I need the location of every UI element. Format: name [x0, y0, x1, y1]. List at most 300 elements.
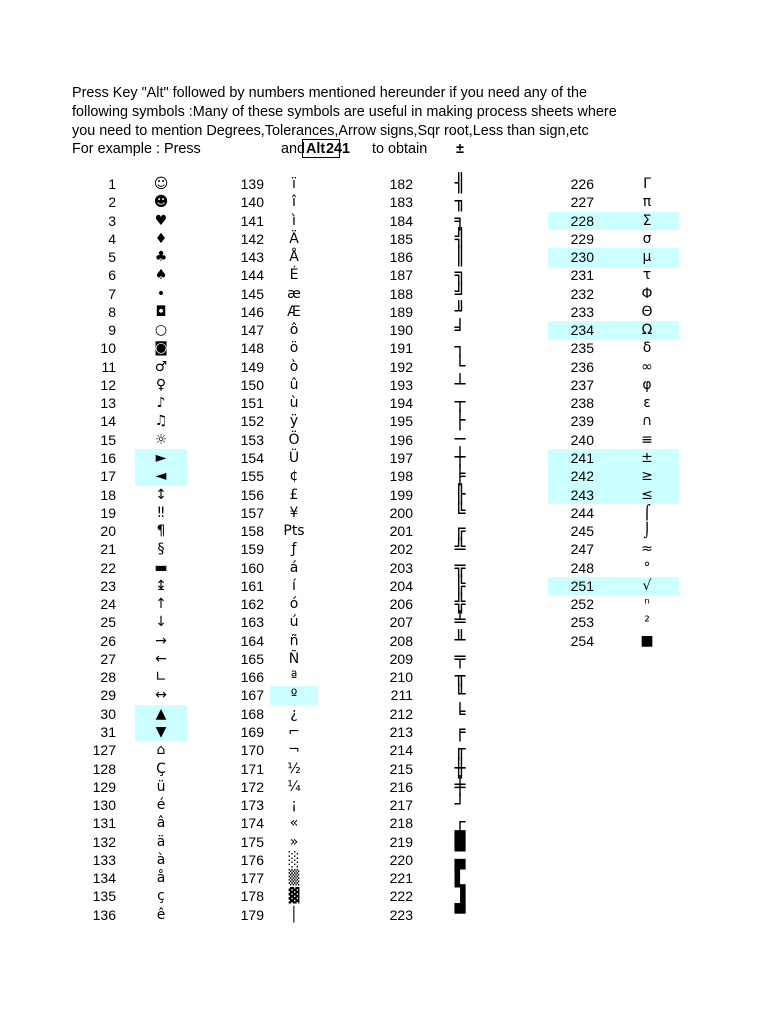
alt-code-number: 163 — [240, 614, 264, 631]
alt-code-symbol: ½ — [287, 760, 301, 777]
alt-code-symbol: ► — [155, 449, 167, 466]
alt-code-symbol: ° — [643, 559, 651, 576]
alt-code-symbol: ♂ — [154, 358, 168, 375]
alt-code-number: 128 — [92, 760, 116, 777]
alt-code-symbol: φ — [642, 376, 652, 393]
alt-code-symbol: ╘ — [454, 702, 466, 724]
alt-code-symbol: ┘ — [454, 794, 466, 816]
alt-code-number: 217 — [389, 797, 413, 814]
alt-code-number: 204 — [389, 577, 413, 594]
alt-code-symbol: « — [289, 815, 299, 832]
alt-code-number: 31 — [100, 723, 116, 740]
alt-code-symbol: ¡ — [291, 797, 297, 814]
alt-code-symbol: ♥ — [154, 212, 168, 229]
alt-code-number: 179 — [240, 906, 264, 923]
alt-code-symbol: Σ — [642, 212, 652, 229]
alt-code-symbol: É — [289, 267, 299, 284]
alt-code-symbol: σ — [642, 230, 652, 247]
alt-code-number: 178 — [240, 888, 264, 905]
alt-code-symbol: Ö — [288, 431, 300, 448]
alt-code-number: 171 — [240, 760, 264, 777]
intro-line: following symbols :Many of these symbols are useful in making process sheets where — [72, 104, 617, 120]
alt-code-symbol: â — [156, 815, 166, 832]
alt-code-symbol: ├ — [454, 410, 466, 432]
alt-code-symbol: ì — [292, 212, 296, 229]
alt-code-symbol: ╪ — [454, 775, 466, 797]
alt-code-symbol: ☻ — [153, 194, 169, 211]
alt-code-number: 237 — [570, 376, 594, 393]
alt-code-symbol: » — [289, 833, 299, 850]
alt-code-symbol: ⌐ — [288, 723, 300, 740]
alt-code-number: 143 — [240, 249, 264, 266]
alt-code-number: 226 — [570, 176, 594, 192]
alt-code-symbol: ♠ — [154, 267, 168, 284]
alt-code-number: 175 — [240, 833, 264, 850]
alt-code-symbol: ⌡ — [643, 523, 651, 540]
alt-code-number: 142 — [240, 230, 264, 247]
alt-code-symbol: ç — [157, 888, 165, 905]
alt-code-number: 174 — [240, 815, 264, 832]
alt-code-symbol: ⌂ — [156, 742, 166, 759]
alt-code-symbol: û — [289, 376, 299, 393]
alt-code-symbol: î — [292, 194, 296, 211]
alt-code-number: 216 — [389, 778, 413, 795]
alt-code-symbol: ≡ — [641, 431, 653, 448]
alt-code-number: 200 — [389, 504, 413, 521]
alt-code-number: 131 — [92, 815, 116, 832]
alt-code-symbol: ò — [289, 358, 299, 375]
alt-code-number: 252 — [570, 596, 594, 613]
alt-code-symbol: é — [156, 797, 166, 814]
alt-code-symbol: ε — [643, 395, 651, 412]
alt-code-symbol: ▄ — [454, 848, 466, 870]
alt-code-number: 155 — [240, 468, 264, 485]
alt-code-symbol: ┴ — [454, 373, 466, 395]
alt-code-symbol: π — [642, 194, 652, 211]
alt-code-symbol: ƒ — [291, 541, 297, 558]
alt-code-symbol: ² — [644, 614, 650, 631]
alt-code-number: 161 — [240, 577, 264, 594]
alt-code-number: 151 — [240, 395, 264, 412]
example-code: 241 — [326, 141, 351, 157]
alt-code-number: 210 — [389, 669, 413, 686]
alt-code-symbol: ╧ — [454, 611, 466, 633]
alt-code-number: 6 — [108, 267, 116, 284]
alt-code-symbol: ¥ — [289, 504, 299, 521]
alt-code-symbol: ╛ — [454, 319, 466, 341]
alt-code-number: 152 — [240, 413, 264, 430]
alt-code-number: 206 — [389, 596, 413, 613]
alt-code-number: 177 — [240, 870, 264, 887]
alt-code-number: 2 — [108, 194, 116, 211]
alt-code-number: 196 — [389, 431, 413, 448]
alt-code-symbol: ↕ — [155, 486, 167, 503]
alt-code-symbol: ± — [641, 449, 653, 466]
example-result: ± — [456, 141, 464, 157]
alt-code-number: 182 — [389, 176, 413, 192]
alt-code-symbol: ╥ — [454, 666, 466, 688]
alt-code-symbol: ⌠ — [643, 504, 651, 521]
alt-code-number: 211 — [390, 687, 413, 704]
alt-code-number: 170 — [240, 742, 264, 759]
alt-code-symbol: Ñ — [288, 650, 300, 667]
alt-code-symbol: └ — [454, 355, 466, 377]
alt-code-number: 198 — [389, 468, 413, 485]
alt-code-number: 18 — [100, 486, 116, 503]
alt-code-symbol: Ω — [641, 322, 653, 339]
alt-code-number: 4 — [108, 230, 116, 247]
alt-code-symbol: ╦ — [454, 556, 466, 578]
alt-code-number: 146 — [240, 303, 264, 320]
alt-code-symbol: √ — [642, 577, 652, 594]
alt-code-number: 194 — [389, 395, 413, 412]
alt-code-symbol: δ — [642, 340, 652, 357]
alt-code-number: 253 — [570, 614, 594, 631]
alt-code-symbol: ¿ — [290, 705, 298, 722]
alt-code-number: 11 — [101, 358, 116, 375]
example-prefix: For example : Press — [72, 141, 201, 157]
alt-code-number: 190 — [389, 322, 413, 339]
alt-code-number: 231 — [570, 267, 594, 284]
alt-code-number: 140 — [240, 194, 264, 211]
alt-code-symbol: ª — [290, 669, 298, 686]
alt-code-number: 20 — [100, 523, 116, 540]
intro-text — [72, 84, 617, 141]
alt-code-symbol: ╓ — [454, 739, 466, 761]
alt-code-symbol: Ä — [289, 230, 299, 247]
alt-code-symbol: Γ — [643, 176, 651, 192]
alt-code-symbol: ┐ — [454, 337, 466, 359]
alt-code-number: 219 — [389, 833, 413, 850]
alt-code-number: 227 — [570, 194, 594, 211]
alt-code-number: 135 — [92, 888, 116, 905]
alt-code-number: 234 — [570, 322, 594, 339]
alt-code-symbol: ≤ — [641, 486, 653, 503]
alt-code-number: 17 — [100, 468, 116, 485]
example-to-obtain: to obtain — [372, 141, 428, 157]
alt-code-number: 30 — [100, 705, 116, 722]
alt-code-symbol: ∟ — [155, 669, 167, 686]
alt-code-symbol: ♫ — [154, 413, 168, 430]
alt-code-symbol: ☺ — [153, 176, 169, 192]
alt-code-number: 13 — [100, 395, 116, 412]
alt-code-symbol: ♪ — [156, 395, 166, 412]
alt-key-box: Alt — [302, 139, 340, 158]
alt-code-number: 12 — [100, 376, 116, 393]
alt-code-number: 28 — [100, 669, 116, 686]
alt-code-number: 14 — [100, 413, 116, 430]
alt-code-symbol: ¢ — [289, 468, 299, 485]
alt-code-symbol: æ — [287, 285, 301, 302]
alt-code-symbol: ┌ — [454, 812, 466, 834]
alt-code-symbol: ♀ — [155, 376, 167, 393]
alt-code-symbol: ╔ — [454, 520, 466, 542]
alt-code-symbol: Ü — [288, 449, 300, 466]
alt-code-number: 29 — [100, 687, 116, 704]
alt-code-symbol: ê — [156, 906, 166, 923]
alt-code-symbol: ◘ — [155, 303, 167, 320]
alt-code-symbol: ╜ — [454, 300, 466, 322]
alt-code-number: 172 — [240, 778, 264, 795]
alt-code-number: 192 — [389, 358, 413, 375]
alt-code-symbol: µ — [642, 249, 652, 266]
alt-code-number: 239 — [570, 413, 594, 430]
alt-code-number: 139 — [240, 176, 264, 192]
alt-code-symbol: ╤ — [454, 647, 466, 669]
alt-code-number: 185 — [389, 230, 413, 247]
alt-code-symbol: ╣ — [454, 227, 466, 249]
alt-code-number: 242 — [570, 468, 594, 485]
alt-code-symbol: £ — [289, 486, 299, 503]
alt-code-symbol: ä — [156, 833, 166, 850]
alt-code-number: 240 — [570, 431, 594, 448]
alt-code-number: 24 — [100, 596, 116, 613]
alt-code-number: 176 — [240, 851, 264, 868]
alt-code-symbol: ▀ — [454, 903, 466, 925]
example-and: and — [281, 141, 306, 157]
alt-code-number: 245 — [570, 523, 594, 540]
alt-code-number: 229 — [570, 230, 594, 247]
alt-code-number: 164 — [240, 632, 264, 649]
alt-code-symbol: ╙ — [454, 684, 466, 706]
alt-code-number: 184 — [389, 212, 413, 229]
alt-code-symbol: ñ — [289, 632, 299, 649]
alt-code-symbol: ↔ — [155, 687, 167, 704]
alt-code-symbol: ≈ — [641, 541, 653, 558]
alt-code-number: 168 — [240, 705, 264, 722]
alt-code-symbol: ♣ — [154, 249, 168, 266]
alt-code-number: 26 — [100, 632, 116, 649]
alt-code-symbol: ö — [289, 340, 299, 357]
alt-code-number: 228 — [570, 212, 594, 229]
alt-code-symbol: ¬ — [288, 742, 300, 759]
alt-code-symbol: │ — [289, 906, 299, 923]
alt-code-symbol: ╞ — [454, 465, 466, 487]
alt-code-number: 150 — [240, 376, 264, 393]
alt-code-symbol: • — [156, 285, 166, 302]
alt-code-number: 197 — [389, 449, 413, 466]
alt-code-number: 201 — [389, 523, 413, 540]
alt-code-symbol: ┬ — [454, 392, 466, 414]
alt-code-symbol: → — [155, 632, 167, 649]
alt-code-number: 7 — [108, 285, 116, 302]
alt-code-symbol: ╖ — [454, 191, 466, 213]
alt-code-number: 3 — [108, 212, 116, 229]
alt-code-symbol: ó — [289, 596, 299, 613]
alt-code-number: 22 — [100, 559, 116, 576]
alt-code-number: 141 — [240, 212, 264, 229]
alt-code-symbol: Å — [289, 249, 299, 266]
alt-code-number: 208 — [389, 632, 413, 649]
alt-code-symbol: Θ — [641, 303, 653, 320]
alt-code-number: 254 — [570, 632, 594, 649]
alt-code-number: 244 — [570, 504, 594, 521]
alt-code-number: 191 — [389, 340, 413, 357]
alt-code-symbol: ← — [155, 650, 167, 667]
alt-code-number: 144 — [240, 267, 264, 284]
alt-code-symbol: ↑ — [155, 596, 167, 613]
alt-code-symbol: ☼ — [154, 431, 168, 448]
alt-code-number: 166 — [240, 669, 264, 686]
alt-code-number: 215 — [389, 760, 413, 777]
alt-code-symbol: ╬ — [454, 593, 466, 615]
alt-code-number: 195 — [389, 413, 413, 430]
intro-line: Press Key "Alt" followed by numbers mentioned hereunder if you need any of the — [72, 85, 587, 101]
alt-code-number: 132 — [92, 833, 116, 850]
alt-code-number: 169 — [240, 723, 264, 740]
alt-code-number: 156 — [240, 486, 264, 503]
alt-code-number: 247 — [570, 541, 594, 558]
alt-code-number: 16 — [100, 449, 116, 466]
alt-code-symbol: ╒ — [454, 720, 466, 742]
alt-code-number: 186 — [389, 249, 413, 266]
alt-code-symbol: ╝ — [454, 282, 466, 304]
alt-code-number: 218 — [389, 815, 413, 832]
alt-code-symbol: ◄ — [155, 468, 167, 485]
alt-code-symbol: ü — [156, 778, 166, 795]
alt-code-symbol: ▬ — [154, 559, 168, 576]
alt-code-number: 9 — [108, 322, 116, 339]
alt-code-number: 189 — [389, 303, 413, 320]
alt-code-symbol: ∩ — [641, 413, 653, 430]
alt-code-symbol: ╫ — [454, 757, 466, 779]
alt-code-number: 207 — [389, 614, 413, 631]
alt-code-number: 159 — [240, 541, 264, 558]
alt-code-number: 232 — [570, 285, 594, 302]
alt-code-number: 165 — [240, 650, 264, 667]
alt-code-symbol: ▲ — [155, 705, 167, 722]
alt-code-symbol: ≥ — [641, 468, 653, 485]
alt-code-symbol: ╨ — [454, 629, 466, 651]
alt-code-symbol: Φ — [641, 285, 653, 302]
alt-code-symbol: ▼ — [155, 723, 167, 740]
alt-code-number: 10 — [100, 340, 116, 357]
alt-code-number: 23 — [100, 577, 116, 594]
alt-code-number: 25 — [100, 614, 116, 631]
alt-code-number: 149 — [240, 358, 264, 375]
alt-code-number: 235 — [570, 340, 594, 357]
alt-code-number: 248 — [570, 559, 594, 576]
alt-code-symbol: ╩ — [454, 538, 466, 560]
alt-code-number: 203 — [389, 559, 413, 576]
alt-code-number: 173 — [240, 797, 264, 814]
alt-code-symbol: ú — [289, 614, 299, 631]
alt-code-symbol: ╚ — [454, 501, 466, 523]
alt-code-number: 183 — [389, 194, 413, 211]
alt-code-number: 19 — [100, 504, 116, 521]
intro-line: you need to mention Degrees,Tolerances,Arrow signs,Sqr root,Less than sign,etc — [72, 123, 589, 139]
alt-code-symbol: ▓ — [288, 888, 300, 905]
alt-code-symbol: ○ — [154, 322, 168, 339]
alt-code-number: 188 — [389, 285, 413, 302]
alt-code-number: 223 — [389, 906, 413, 923]
alt-code-number: 8 — [108, 303, 116, 320]
alt-code-symbol: ¶ — [156, 523, 166, 540]
alt-code-number: 1 — [108, 176, 116, 192]
alt-code-symbol: å — [156, 870, 166, 887]
alt-code-number: 167 — [240, 687, 264, 704]
alt-code-symbol: ô — [289, 322, 299, 339]
alt-code-symbol: ♦ — [154, 230, 168, 247]
alt-code-symbol: § — [157, 541, 165, 558]
alt-code-number: 221 — [389, 870, 413, 887]
alt-code-number: 21 — [100, 541, 116, 558]
alt-code-symbol: ─ — [454, 428, 466, 450]
alt-code-symbol: ◙ — [154, 340, 168, 357]
alt-code-number: 27 — [100, 650, 116, 667]
alt-code-number: 213 — [389, 723, 413, 740]
alt-code-number: 134 — [92, 870, 116, 887]
alt-code-symbol: ▒ — [288, 870, 300, 887]
alt-code-number: 238 — [570, 395, 594, 412]
alt-code-number: 230 — [570, 249, 594, 266]
alt-code-number: 127 — [92, 742, 116, 759]
alt-code-symbol: ■ — [640, 632, 654, 649]
alt-code-symbol: ╠ — [454, 574, 466, 596]
alt-code-symbol: ¼ — [287, 778, 301, 795]
alt-code-number: 236 — [570, 358, 594, 375]
example-line — [72, 139, 572, 161]
alt-code-symbol: á — [289, 559, 299, 576]
alt-code-number: 220 — [389, 851, 413, 868]
alt-code-symbol: █ — [454, 830, 466, 852]
alt-code-number: 202 — [389, 541, 413, 558]
alt-code-number: 212 — [389, 705, 413, 722]
alt-code-symbol: Æ — [287, 303, 301, 320]
alt-code-number: 187 — [389, 267, 413, 284]
alt-code-symbol: Pts — [283, 523, 305, 540]
alt-code-number: 5 — [108, 249, 116, 266]
alt-code-symbol: ⁿ — [644, 596, 650, 613]
alt-code-symbol: ï — [292, 176, 296, 192]
alt-code-symbol: ╕ — [454, 209, 466, 231]
alt-code-number: 154 — [240, 449, 264, 466]
alt-code-symbol: ↓ — [155, 614, 167, 631]
alt-code-number: 136 — [92, 906, 116, 923]
alt-code-number: 222 — [389, 888, 413, 905]
alt-code-symbol: Ç — [156, 760, 166, 777]
alt-code-number: 209 — [389, 650, 413, 667]
alt-code-number: 129 — [92, 778, 116, 795]
alt-code-number: 158 — [240, 523, 264, 540]
alt-code-symbol: à — [156, 851, 166, 868]
alt-code-number: 15 — [100, 431, 116, 448]
alt-code-symbol: ↨ — [155, 577, 167, 594]
alt-code-number: 214 — [389, 742, 413, 759]
alt-code-number: 233 — [570, 303, 594, 320]
alt-code-symbol: ░ — [288, 851, 300, 868]
alt-code-number: 243 — [570, 486, 594, 503]
alt-code-symbol: º — [290, 687, 298, 704]
alt-code-number: 153 — [240, 431, 264, 448]
alt-code-number: 133 — [92, 851, 116, 868]
alt-code-symbol: ‼ — [157, 504, 165, 521]
alt-code-symbol: τ — [642, 267, 652, 284]
alt-code-symbol: ┼ — [454, 446, 466, 468]
alt-code-number: 160 — [240, 559, 264, 576]
alt-code-symbol: ∞ — [641, 358, 653, 375]
alt-code-symbol: í — [292, 577, 296, 594]
alt-code-number: 241 — [570, 449, 594, 466]
alt-code-symbol: ▌ — [454, 867, 466, 889]
alt-code-symbol: ╢ — [454, 173, 466, 194]
alt-code-number: 251 — [570, 577, 594, 594]
alt-code-number: 157 — [240, 504, 264, 521]
alt-code-number: 130 — [92, 797, 116, 814]
alt-code-number: 147 — [240, 322, 264, 339]
alt-code-number: 162 — [240, 596, 264, 613]
alt-code-number: 148 — [240, 340, 264, 357]
